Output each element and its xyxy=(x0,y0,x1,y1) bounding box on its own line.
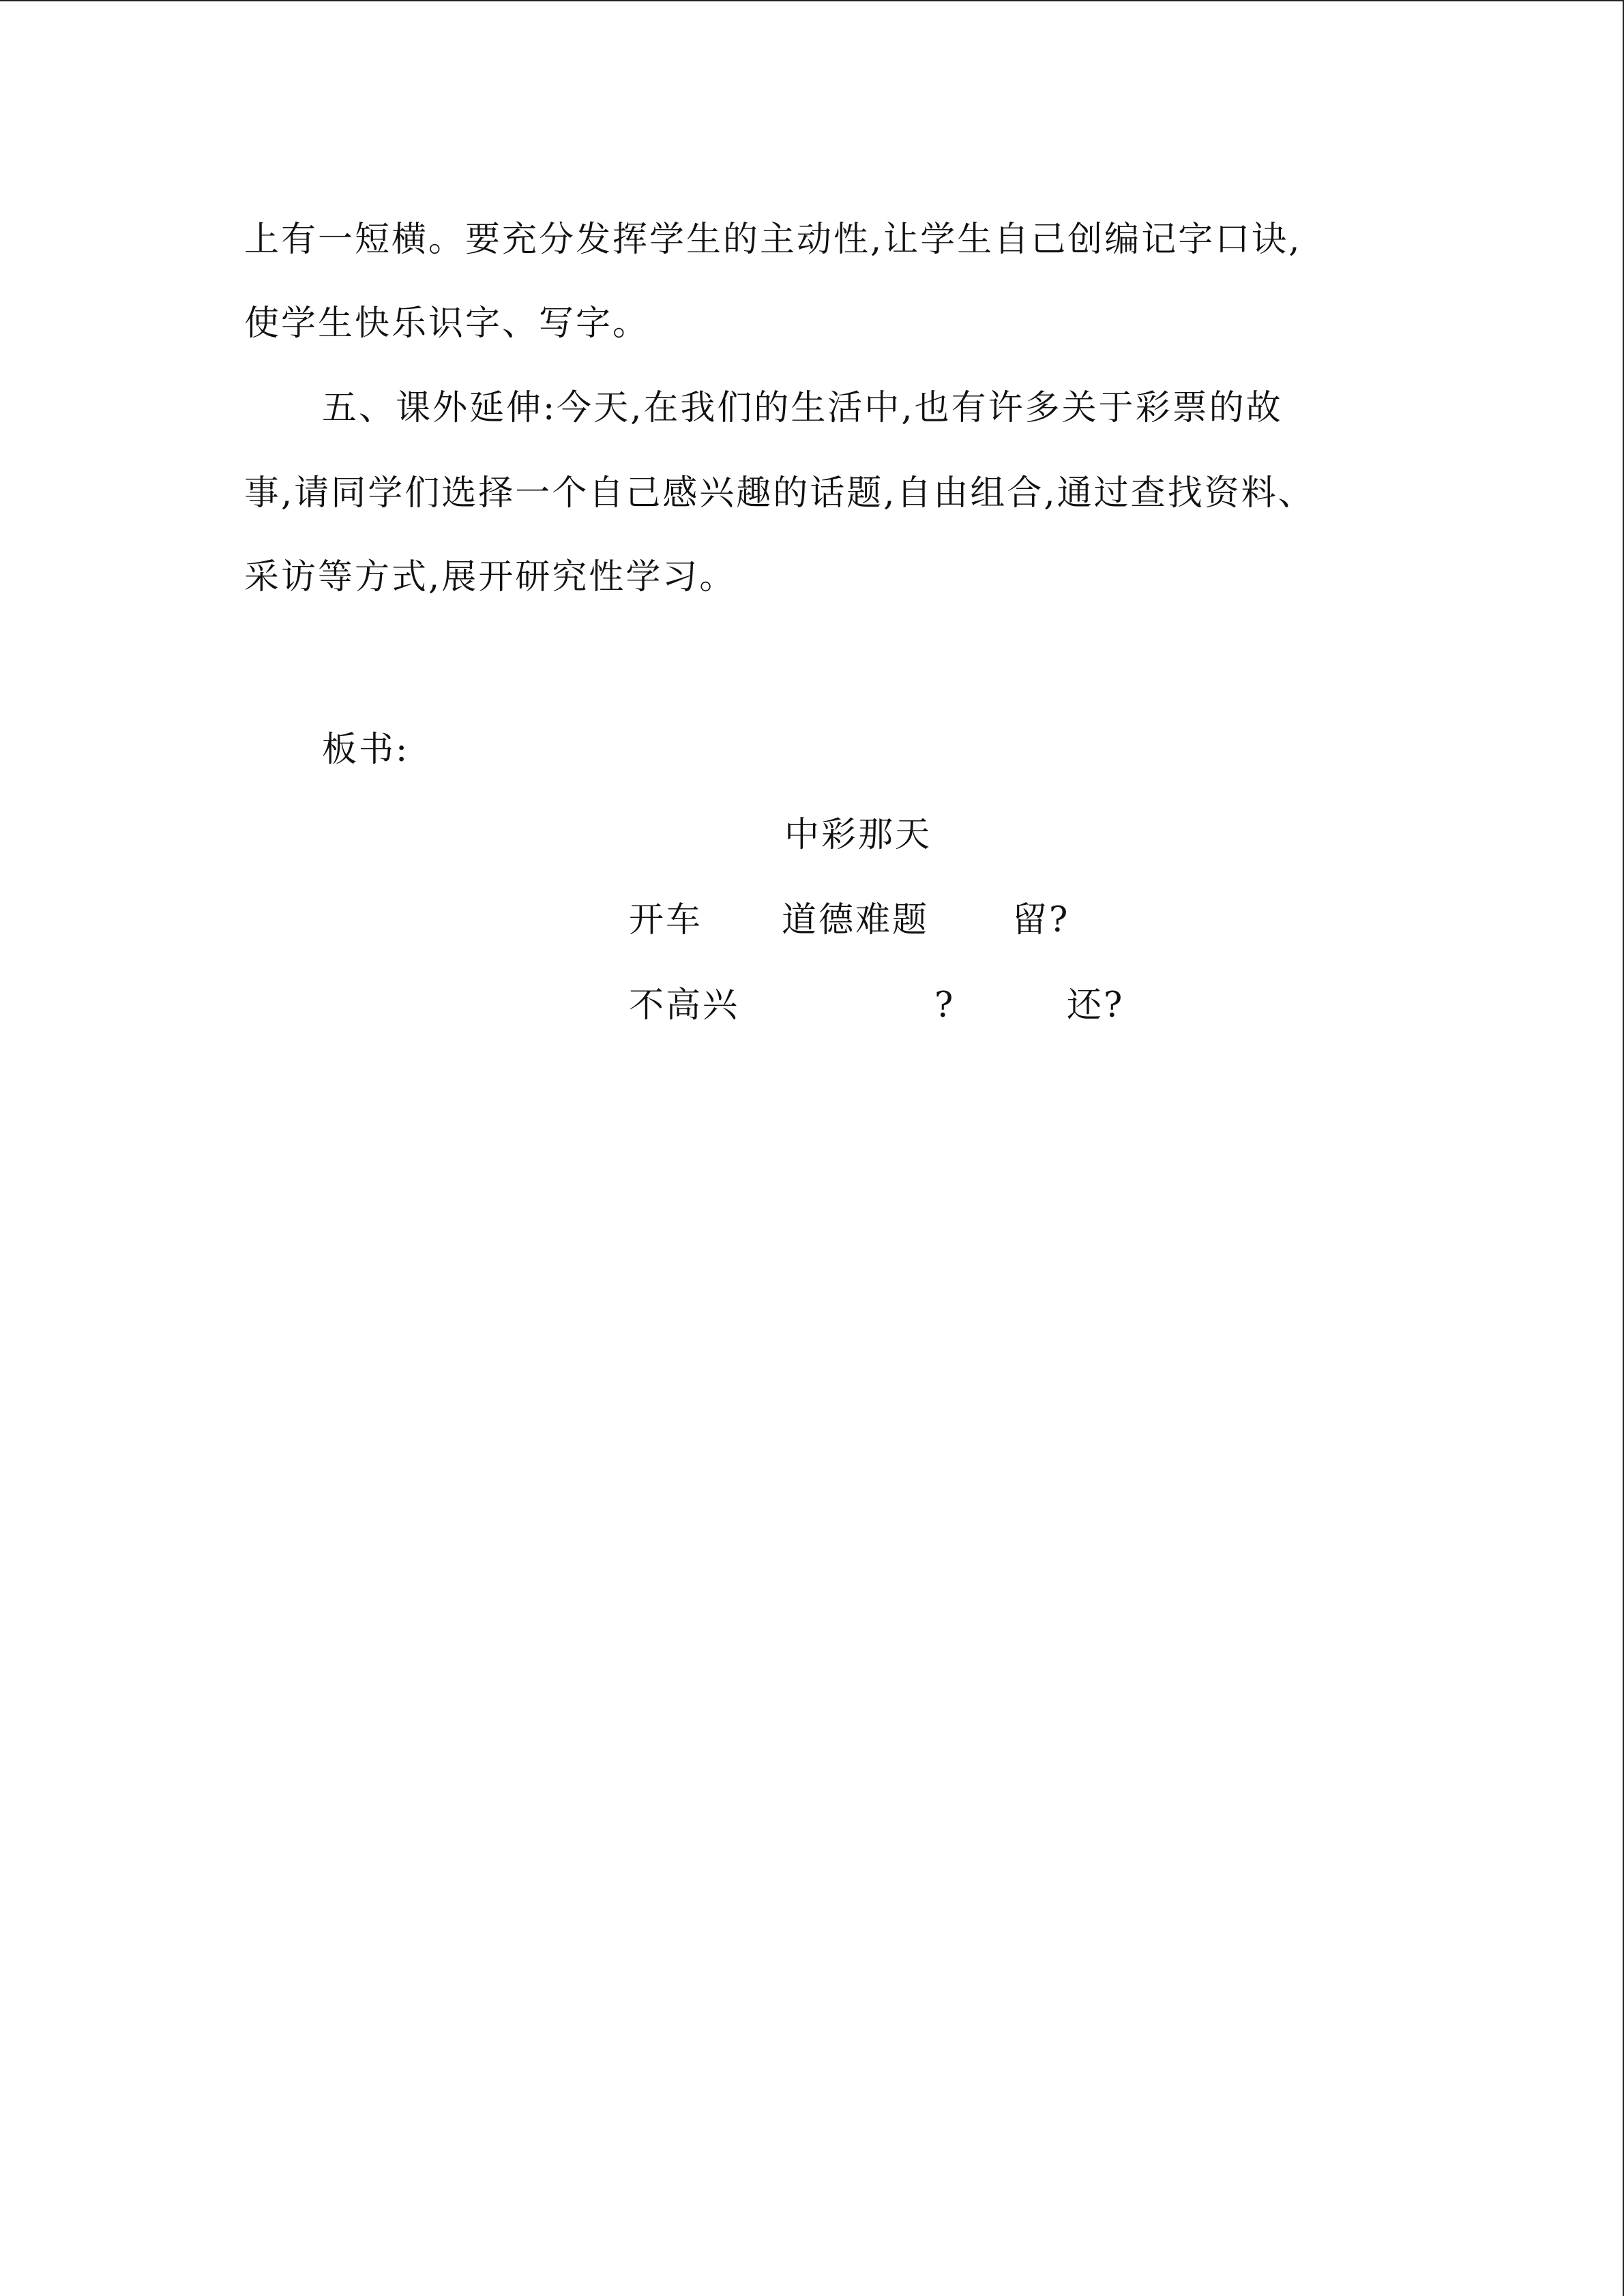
paragraph-line: 使学生快乐识字、写字。 xyxy=(244,303,650,344)
board-title: 中彩那天 xyxy=(784,815,932,855)
board-item: ? xyxy=(934,985,956,1026)
board-item: 留? xyxy=(1012,900,1070,940)
board-item: 开车 xyxy=(629,900,703,940)
paragraph-line: 事,请同学们选择一个自己感兴趣的话题,自由组合,通过查找资料、 xyxy=(244,473,1315,513)
paragraph-line: 上有一短横。要充分发挥学生的主动性,让学生自己创编记字口诀, xyxy=(244,220,1302,260)
board-item: 还? xyxy=(1067,985,1125,1026)
section-heading-line: 五、课外延伸:今天,在我们的生活中,也有许多关于彩票的故 xyxy=(322,388,1283,428)
board-item: 道德难题 xyxy=(782,900,930,940)
board-label: 板书: xyxy=(322,730,410,770)
board-item: 不高兴 xyxy=(629,985,740,1026)
paragraph-line: 采访等方式,展开研究性学习。 xyxy=(244,557,737,597)
